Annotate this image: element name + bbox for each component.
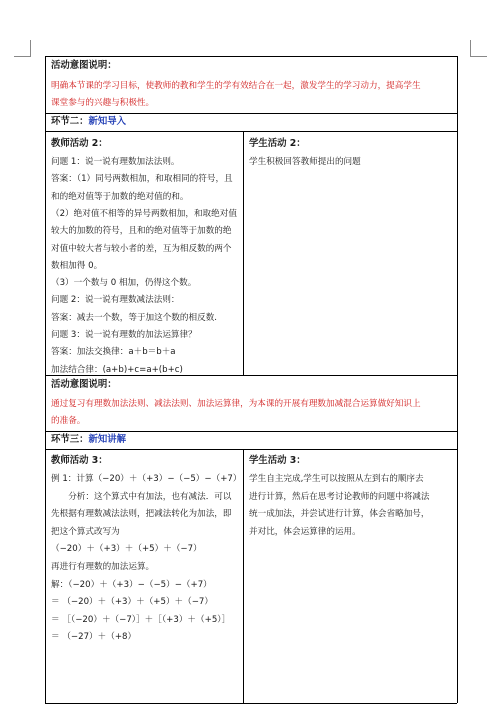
student-activity-title: 学生活动 2：	[249, 138, 306, 149]
link-name: 新知讲解	[88, 434, 127, 445]
section-text-line: 的准备。	[51, 416, 86, 426]
body-line: 进行计算，然后在思考讨论教师的问题中将减法	[249, 491, 430, 502]
link-heading	[51, 114, 126, 131]
row-divider	[45, 56, 457, 57]
body-line: 问题 2：说一说有理数减法法则：	[51, 295, 180, 306]
body-line: 统一成加法，并尝试进行计算，体会省略加号，	[249, 509, 430, 520]
body-line: 例 1：计算（−20）＋（+3）−（−5）−（+7）	[51, 474, 242, 484]
section-text-line: 课堂参与的兴趣与积极性。	[51, 98, 155, 108]
teacher-activity-title: 教师活动 3：	[51, 455, 108, 466]
body-line: 学生自主完成,学生可以按照从左到右的顺序去	[249, 474, 424, 484]
link-name: 新知导入	[88, 116, 127, 127]
section-text-line: 明确本节课的学习目标，使教师的教和学生的学有效结合在一起，激发学生的学习动力，提高学生	[51, 81, 421, 91]
body-line: ＝ （−27）＋（+8）	[51, 632, 137, 643]
body-line: 答案：减去一个数，等于加这个数的相反数.	[51, 312, 218, 323]
section-text-line: 通过复习有理数加法法则、减法法则、加法运算律，为本课的开展有理数加减混合运算做好知识上	[51, 399, 421, 409]
link-heading	[51, 432, 126, 449]
body-line: ＝ ［（−20）＋（−7）］＋［（+3）＋（+5）］	[51, 614, 231, 625]
body-line: 并对比，体会运算律的运用。	[249, 526, 361, 537]
section-title: 活动意图说明：	[51, 60, 117, 71]
row-divider	[45, 449, 457, 450]
body-line: 把这个算式改写为	[51, 526, 120, 537]
body-line: 答案：加法交换律：a＋b＝b＋a	[51, 347, 176, 358]
body-line: 答案：（1）同号两数相加，和取相同的符号，且	[51, 174, 233, 185]
body-line: 加法结合律：(a+b)+c=a+(b+c)	[51, 364, 183, 375]
row-divider	[45, 131, 457, 132]
body-line: 问题 1：说一说有理数加法法则。	[51, 157, 180, 167]
row-divider	[45, 703, 457, 704]
body-line: 再进行有理数的加法运算。	[51, 562, 155, 572]
body-line: ＝ （−20）＋（+3）＋（+5）＋（−7）	[51, 597, 213, 608]
body-line: 先根据有理数减法法则，把减法转化为加法，即	[51, 509, 232, 520]
crop-mark-top-right	[470, 40, 487, 57]
body-line: （2）绝对值不相等的异号两数相加，和取绝对值	[51, 208, 237, 219]
student-activity-line: 学生积极回答教师提出的问题	[249, 157, 361, 167]
crop-mark-top-left	[14, 40, 31, 57]
section-title: 活动意图说明：	[51, 379, 117, 390]
body-line: 和的绝对值等于加数的绝对值的和。	[51, 191, 189, 202]
link-prefix: 环节二：	[51, 116, 89, 127]
body-line: （3）一个数与 0 相加，仍得这个数。	[51, 278, 197, 289]
body-line: 解：（−20）＋（+3）−（−5）−（+7）	[51, 579, 212, 590]
body-line: 数相加得 0。	[51, 260, 103, 271]
teacher-activity-title: 教师活动 2：	[51, 138, 108, 149]
link-prefix: 环节三：	[51, 434, 89, 445]
body-line: （−20）＋（+3）＋（+5）＋（−7）	[51, 544, 202, 555]
column-divider	[243, 449, 244, 703]
student-activity-title: 学生活动 3：	[249, 455, 306, 466]
body-line: 较大的加数的符号，且和的绝对值等于加数的绝	[51, 226, 232, 237]
body-line: 问题 3：说一说有理数的加法运算律？	[51, 330, 197, 340]
column-divider	[243, 131, 244, 375]
body-line: 分析：这个算式中有加法，也有减法．可以	[51, 491, 232, 502]
body-line: 对值中较大者与较小者的差，互为相反数的两个	[51, 243, 232, 254]
